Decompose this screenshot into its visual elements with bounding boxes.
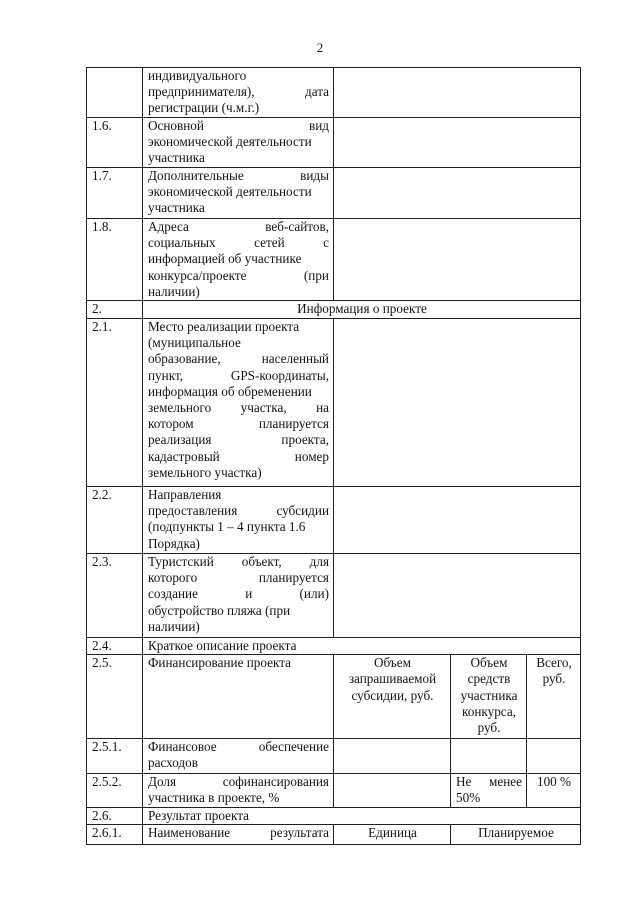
value-cell[interactable] xyxy=(334,219,581,301)
subsidy-share-cell[interactable] xyxy=(334,774,451,808)
label-word: для xyxy=(309,554,330,570)
label-word: обеспечение xyxy=(258,739,329,755)
row-label-cell xyxy=(143,118,334,168)
label-word: котором xyxy=(148,416,194,432)
table-row xyxy=(87,638,581,655)
label-word: образование, xyxy=(148,351,221,367)
label-line: наличии) xyxy=(148,618,200,634)
label-line: экономической деятельности xyxy=(148,134,312,150)
label-line: наличии) xyxy=(148,283,200,299)
row-number: 2.1. xyxy=(87,319,143,487)
label-word: планируется xyxy=(258,416,329,432)
label-word: веб-сайтов, xyxy=(265,219,329,234)
label-word: и xyxy=(245,586,253,602)
label-line: (подпункты 1 – 4 пункта 1.6 xyxy=(148,519,306,535)
label-word: Финансовое xyxy=(148,739,217,755)
row-label: Краткое описание проекта xyxy=(143,638,581,655)
label-word: софинансирования xyxy=(222,774,329,790)
row-number: 2.5.1. xyxy=(87,739,143,774)
label-word: планируется xyxy=(258,570,329,586)
row-label-cell xyxy=(143,168,334,219)
row-number: 1.8. xyxy=(87,219,143,301)
label-word: GPS-координаты, xyxy=(230,367,329,383)
table-row xyxy=(87,319,581,487)
label-word: виды xyxy=(300,168,329,183)
label-word: вид xyxy=(309,118,329,133)
row-label-cell xyxy=(143,554,334,638)
row-label-cell xyxy=(143,739,334,774)
participant-share-cell: Не менее 50% xyxy=(451,774,527,808)
column-header-total: Всего, руб. xyxy=(527,655,581,739)
label-line: участника xyxy=(148,150,205,166)
row-label-cell xyxy=(143,68,334,118)
value-cell[interactable] xyxy=(334,118,581,168)
row-number-cell xyxy=(87,68,143,118)
label-word: пункт, xyxy=(148,367,184,383)
row-label-cell xyxy=(143,319,334,487)
label-word: (при xyxy=(303,267,329,283)
label-word: которого xyxy=(148,570,198,586)
row-number: 2.6. xyxy=(87,808,143,825)
value-cell[interactable] xyxy=(334,554,581,638)
row-label-cell xyxy=(143,219,334,301)
label-line: Место реализации проекта xyxy=(148,319,300,335)
label-line: земельного участка) xyxy=(148,464,262,480)
label-word: субсидии xyxy=(276,503,329,519)
table-row xyxy=(87,655,581,739)
table-row xyxy=(87,219,581,301)
label-word: социальных xyxy=(148,235,216,251)
row-label-cell xyxy=(143,825,334,845)
row-number: 2.3. xyxy=(87,554,143,638)
row-number: 1.6. xyxy=(87,118,143,168)
label-word: кадастровый xyxy=(148,448,220,464)
table-row xyxy=(87,168,581,219)
label-word: населенный xyxy=(261,351,329,367)
value-cell[interactable] xyxy=(334,68,581,118)
table-row xyxy=(87,118,581,168)
label-line: регистрации (ч.м.г.) xyxy=(148,100,260,116)
label-word: Наименование xyxy=(148,825,231,841)
label-line: (муниципальное xyxy=(148,335,241,351)
label-line: участника в проекте, % xyxy=(148,790,280,806)
row-number: 2.6.1. xyxy=(87,825,143,845)
table-row xyxy=(87,739,581,774)
label-line: Направления xyxy=(148,487,222,503)
row-number: 2.2. xyxy=(87,487,143,554)
section-row xyxy=(87,301,581,319)
total-amount-cell[interactable] xyxy=(527,739,581,774)
row-label-cell xyxy=(143,487,334,554)
row-number: 2.5. xyxy=(87,655,143,739)
label-word: сетей xyxy=(254,235,285,251)
row-label-cell xyxy=(143,774,334,808)
value-cell[interactable] xyxy=(334,319,581,487)
label-word: на xyxy=(316,400,330,416)
label-line: экономической деятельности xyxy=(148,184,312,200)
label-line: индивидуального xyxy=(148,68,247,83)
participant-funds-cell[interactable] xyxy=(451,739,527,774)
label-word: результата xyxy=(270,825,329,841)
label-line: информация об обременении xyxy=(148,383,312,399)
label-word: Доля xyxy=(148,774,177,790)
table-row xyxy=(87,808,581,825)
subsidy-amount-cell[interactable] xyxy=(334,739,451,774)
row-number: 2.5.2. xyxy=(87,774,143,808)
page-number: 2 xyxy=(316,40,324,55)
label-word: проекта, xyxy=(281,432,329,448)
table-row xyxy=(87,487,581,554)
row-number: 2. xyxy=(87,301,143,319)
application-form-table xyxy=(86,67,581,845)
column-header-participant-funds: Объем средств участника конкурса, руб. xyxy=(451,655,527,739)
label-word: (или) xyxy=(299,586,329,602)
label-word: Адреса xyxy=(148,219,189,234)
label-word: конкурса/проекте xyxy=(148,267,247,283)
label-word: номер xyxy=(294,448,329,464)
label-word: объект, xyxy=(241,554,282,570)
value-cell[interactable] xyxy=(334,487,581,554)
label-line: информацией об участнике xyxy=(148,251,302,267)
value-cell[interactable] xyxy=(334,168,581,219)
table-row xyxy=(87,68,581,118)
row-label: Финансирование проекта xyxy=(143,655,334,739)
label-word: дата xyxy=(305,84,329,100)
table-row xyxy=(87,825,581,845)
row-number: 2.4. xyxy=(87,638,143,655)
table-row xyxy=(87,774,581,808)
column-header-unit: Единица xyxy=(334,825,451,845)
label-word: Туристский xyxy=(148,554,214,570)
label-word: Дополнительные xyxy=(148,168,244,183)
label-word: предоставления xyxy=(148,503,238,519)
label-line: участника xyxy=(148,200,205,216)
row-number: 1.7. xyxy=(87,168,143,219)
row-label: Результат проекта xyxy=(143,808,581,825)
label-word: создание xyxy=(148,586,198,602)
label-word: с xyxy=(323,235,330,251)
label-word: участка, xyxy=(240,400,287,416)
label-word: реализация xyxy=(148,432,212,448)
total-share-cell: 100 % xyxy=(527,774,581,808)
label-word: Основной xyxy=(148,118,204,133)
label-line: расходов xyxy=(148,755,198,771)
label-line: обустройство пляжа (при xyxy=(148,602,291,618)
label-line: Порядка) xyxy=(148,535,200,551)
section-title: Информация о проекте xyxy=(143,301,581,319)
label-word: земельного xyxy=(148,400,212,416)
column-header-planned: Планируемое xyxy=(451,825,581,845)
label-word: предпринимателя), xyxy=(148,84,255,100)
table-row xyxy=(87,554,581,638)
column-header-subsidy: Объем запрашиваемой субсидии, руб. xyxy=(334,655,451,739)
